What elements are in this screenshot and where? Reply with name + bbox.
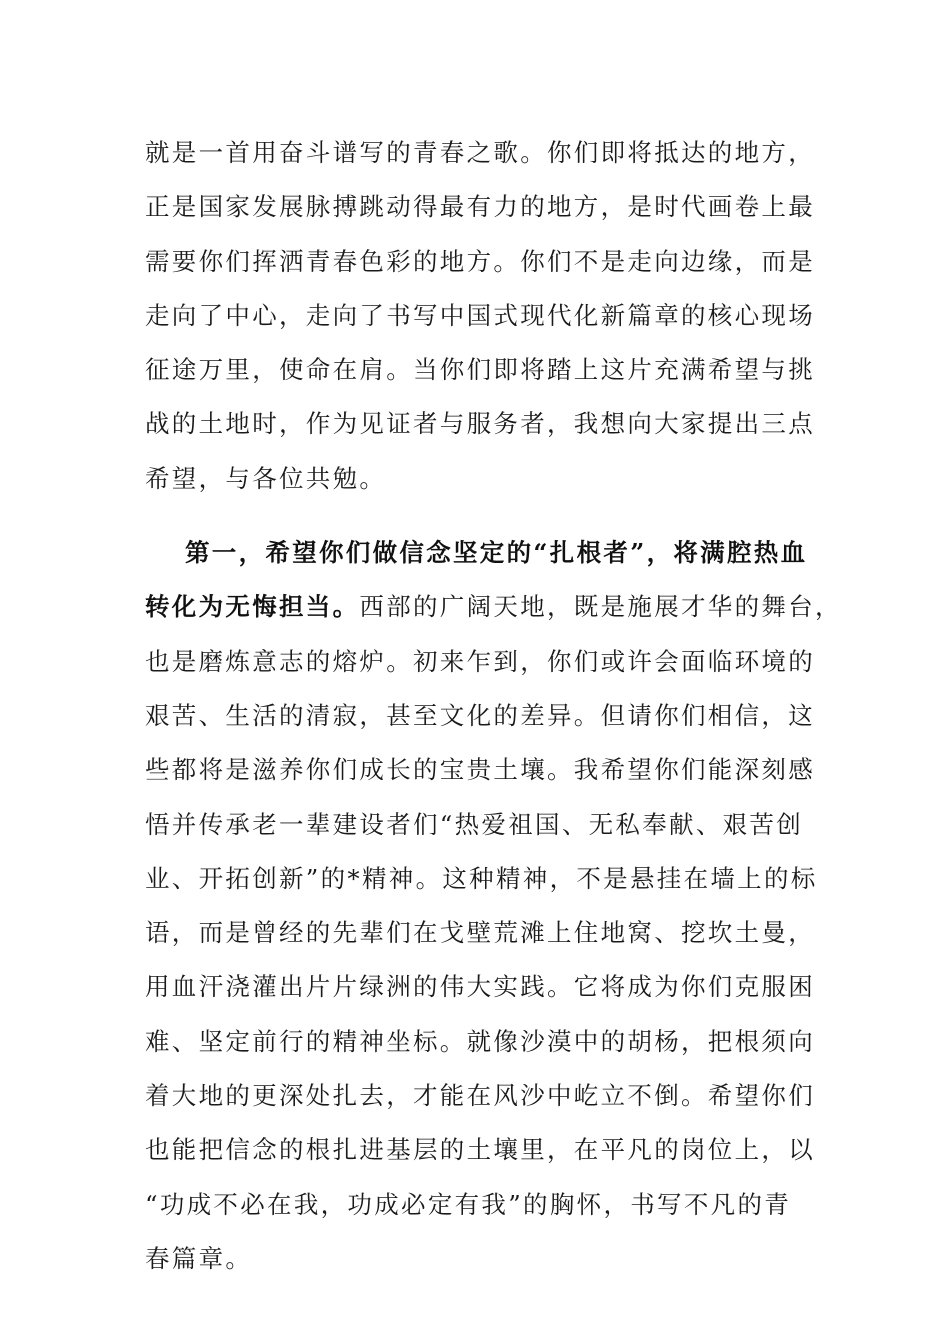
- paragraph-intro: [145, 126, 820, 506]
- paragraph-first-hope: [145, 526, 842, 1286]
- text-line: 难、坚定前行的精神坐标。就像沙漠中的胡杨，把根须向: [145, 1026, 815, 1056]
- text-line: 希望，与各位共勉。: [145, 463, 387, 493]
- text-line: 走向了中心，走向了书写中国式现代化新篇章的核心现场: [145, 300, 815, 330]
- paragraph-spacer: [145, 506, 820, 526]
- text-line: 用血汗浇灌出片片绿洲的伟大实践。它将成为你们克服困: [145, 972, 815, 1002]
- document-body: [145, 126, 842, 1286]
- text-line: 正是国家发展脉搏跳动得最有力的地方，是时代画卷上最: [145, 192, 815, 222]
- text-line: 春篇章。: [145, 1243, 253, 1273]
- text-line: 也能把信念的根扎进基层的土壤里，在平凡的岗位上，以: [145, 1135, 815, 1165]
- text-line: 征途万里，使命在肩。当你们即将踏上这片充满希望与挑: [145, 355, 815, 385]
- text-line: “功成不必在我，功成必定有我”的胸怀，书写不凡的青: [145, 1189, 792, 1219]
- text-line: 艰苦、生活的清寂，甚至文化的差异。但请你们相信，这: [145, 700, 815, 730]
- text-line: 也是磨炼意志的熔炉。初来乍到，你们或许会面临环境的: [145, 646, 815, 676]
- section-heading-tail: 转化为无悔担当。: [145, 592, 360, 622]
- text-line: 战的土地时，作为见证者与服务者，我想向大家提出三点: [145, 409, 815, 439]
- text-line: 就是一首用奋斗谱写的青春之歌。你们即将抵达的地方，: [145, 138, 815, 167]
- text-line: 着大地的更深处扎去，才能在风沙中屹立不倒。希望你们: [145, 1081, 815, 1111]
- section-heading-line: 第一，希望你们做信念坚定的“扎根者”，将满腔热血: [185, 538, 808, 568]
- text-line: 悟并传承老一辈建设者们“热爱祖国、无私奉献、艰苦创: [145, 809, 804, 839]
- text-line: 业、开拓创新”的*精神。这种精神，不是悬挂在墙上的标: [145, 863, 818, 893]
- text-line: [145, 580, 842, 634]
- text-segment: 西部的广阔天地，既是施展才华的舞台，: [359, 592, 842, 622]
- text-line: 语，而是曾经的先辈们在戈壁荒滩上住地窝、挖坎土曼，: [145, 918, 815, 948]
- text-line: 需要你们挥洒青春色彩的地方。你们不是走向边缘，而是: [145, 246, 815, 276]
- text-line: 些都将是滋养你们成长的宝贵土壤。我希望你们能深刻感: [145, 755, 815, 785]
